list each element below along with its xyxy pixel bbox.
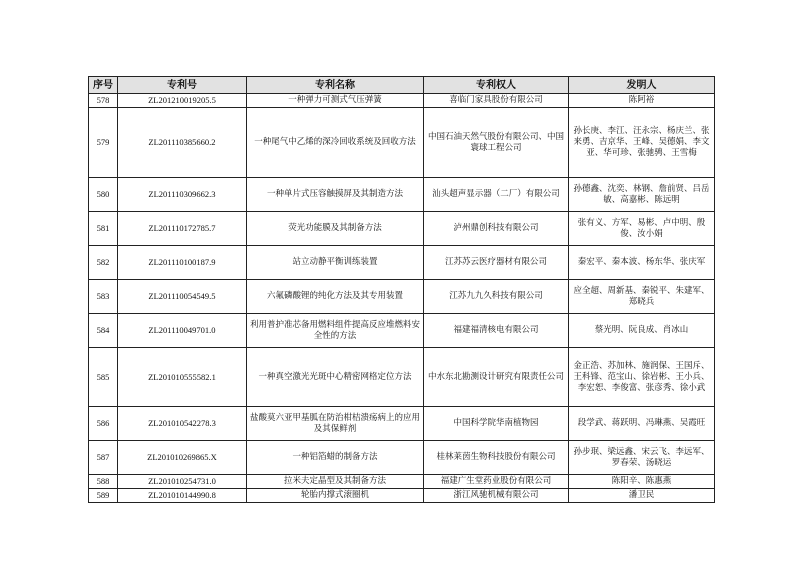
row-patent-no: ZL201010542278.3 [118,407,247,441]
row-seq: 580 [89,178,118,212]
header-seq: 序号 [89,77,118,94]
table-row [89,348,715,407]
patent-table [88,76,715,503]
table-row [89,489,715,503]
row-seq: 589 [89,489,118,503]
row-inventors: 张有义、方军、易彬、卢中明、殷俊、汝小娟 [569,212,715,246]
row-patent-no: ZL201010555582.1 [118,348,247,407]
table-row [89,178,715,212]
row-title: 一种尾气中乙烯的深冷回收系统及回收方法 [247,108,424,178]
header-patent-no: 专利号 [118,77,247,94]
row-owner: 喜临门家具股份有限公司 [424,94,569,108]
table-row [89,475,715,489]
row-inventors: 孙长庚、李江、汪永宗、杨庆兰、张来勇、吉京华、王峰、吴德娟、李文亚、华可珍、张驰骋、王雪梅 [569,108,715,178]
row-patent-no: ZL201110054549.5 [118,280,247,314]
header-inventors: 发明人 [569,77,715,94]
row-seq: 588 [89,475,118,489]
row-owner: 江苏九九久科技有限公司 [424,280,569,314]
row-seq: 579 [89,108,118,178]
table-row [89,108,715,178]
row-seq: 582 [89,246,118,280]
row-owner: 汕头超声显示器（二厂）有限公司 [424,178,569,212]
row-owner: 福建广生堂药业股份有限公司 [424,475,569,489]
row-seq: 585 [89,348,118,407]
row-patent-no: ZL201110385660.2 [118,108,247,178]
row-title: 利用普护准芯备用燃料组件提高反应堆燃料安全性的方法 [247,314,424,348]
row-title: 拉米夫定晶型及其制备方法 [247,475,424,489]
row-inventors: 潘卫民 [569,489,715,503]
row-title: 一种真空激光光斑中心精密网格定位方法 [247,348,424,407]
row-inventors: 孙步珉、梁远鑫、宋云飞、李远军、罗春荣、汤晓运 [569,441,715,475]
row-patent-no: ZL201110172785.7 [118,212,247,246]
table-row [89,314,715,348]
row-inventors: 应全超、周新基、秦锐平、朱建军、郑晓兵 [569,280,715,314]
row-seq: 584 [89,314,118,348]
row-inventors: 金正浩、苏加林、施润保、王国斥、王科锋、范宝山、徐岩彬、王小兵、李宏恕、李俊富、张彦秀、徐小武 [569,348,715,407]
header-owner: 专利权人 [424,77,569,94]
row-seq: 583 [89,280,118,314]
row-title: 盐酸莫六亚甲基胍在防治柑桔溃疡病上的应用及其保鲜剂 [247,407,424,441]
row-title: 一种单片式压容触摸屏及其制造方法 [247,178,424,212]
row-patent-no: ZL201110309662.3 [118,178,247,212]
row-owner: 江苏苏云医疗器材有限公司 [424,246,569,280]
table-header-row [89,77,715,94]
row-title: 站立动静平衡训练装置 [247,246,424,280]
row-seq: 587 [89,441,118,475]
table-row [89,246,715,280]
table-row [89,280,715,314]
row-patent-no: ZL201210019205.5 [118,94,247,108]
row-patent-no: ZL201010269865.X [118,441,247,475]
row-patent-no: ZL201010254731.0 [118,475,247,489]
row-inventors: 秦宏平、秦本波、杨东华、张庆军 [569,246,715,280]
row-owner: 中国科学院华南植物园 [424,407,569,441]
row-title: 六氟磷酸锂的纯化方法及其专用装置 [247,280,424,314]
header-title: 专利名称 [247,77,424,94]
row-seq: 581 [89,212,118,246]
row-inventors: 蔡光明、阮良成、肖冰山 [569,314,715,348]
row-owner: 泸州鼎创科技有限公司 [424,212,569,246]
row-owner: 中水东北勘测设计研究有限责任公司 [424,348,569,407]
row-patent-no: ZL201110100187.9 [118,246,247,280]
row-seq: 586 [89,407,118,441]
row-inventors: 孙德鑫、沈奕、林钢、詹前贤、吕岳敏、高嘉彬、陈远明 [569,178,715,212]
row-inventors: 段学武、蒋跃明、冯琳燕、吴霞旺 [569,407,715,441]
table-row [89,212,715,246]
row-inventors: 陈阿裕 [569,94,715,108]
row-owner: 浙江风驰机械有限公司 [424,489,569,503]
row-patent-no: ZL201010144990.8 [118,489,247,503]
row-seq: 578 [89,94,118,108]
row-title: 一种弹力可测式气压弹簧 [247,94,424,108]
row-title: 荧光功能膜及其制备方法 [247,212,424,246]
table-row [89,94,715,108]
row-owner: 福建福清核电有限公司 [424,314,569,348]
row-title: 轮胎内撑式滚圈机 [247,489,424,503]
row-owner: 桂林莱茵生物科技股份有限公司 [424,441,569,475]
row-inventors: 陈阳辛、陈惠燕 [569,475,715,489]
table-row [89,407,715,441]
table-row [89,441,715,475]
row-title: 一种铝箔蜡的制备方法 [247,441,424,475]
row-patent-no: ZL201110049701.0 [118,314,247,348]
row-owner: 中国石油天然气股份有限公司、中国寰球工程公司 [424,108,569,178]
